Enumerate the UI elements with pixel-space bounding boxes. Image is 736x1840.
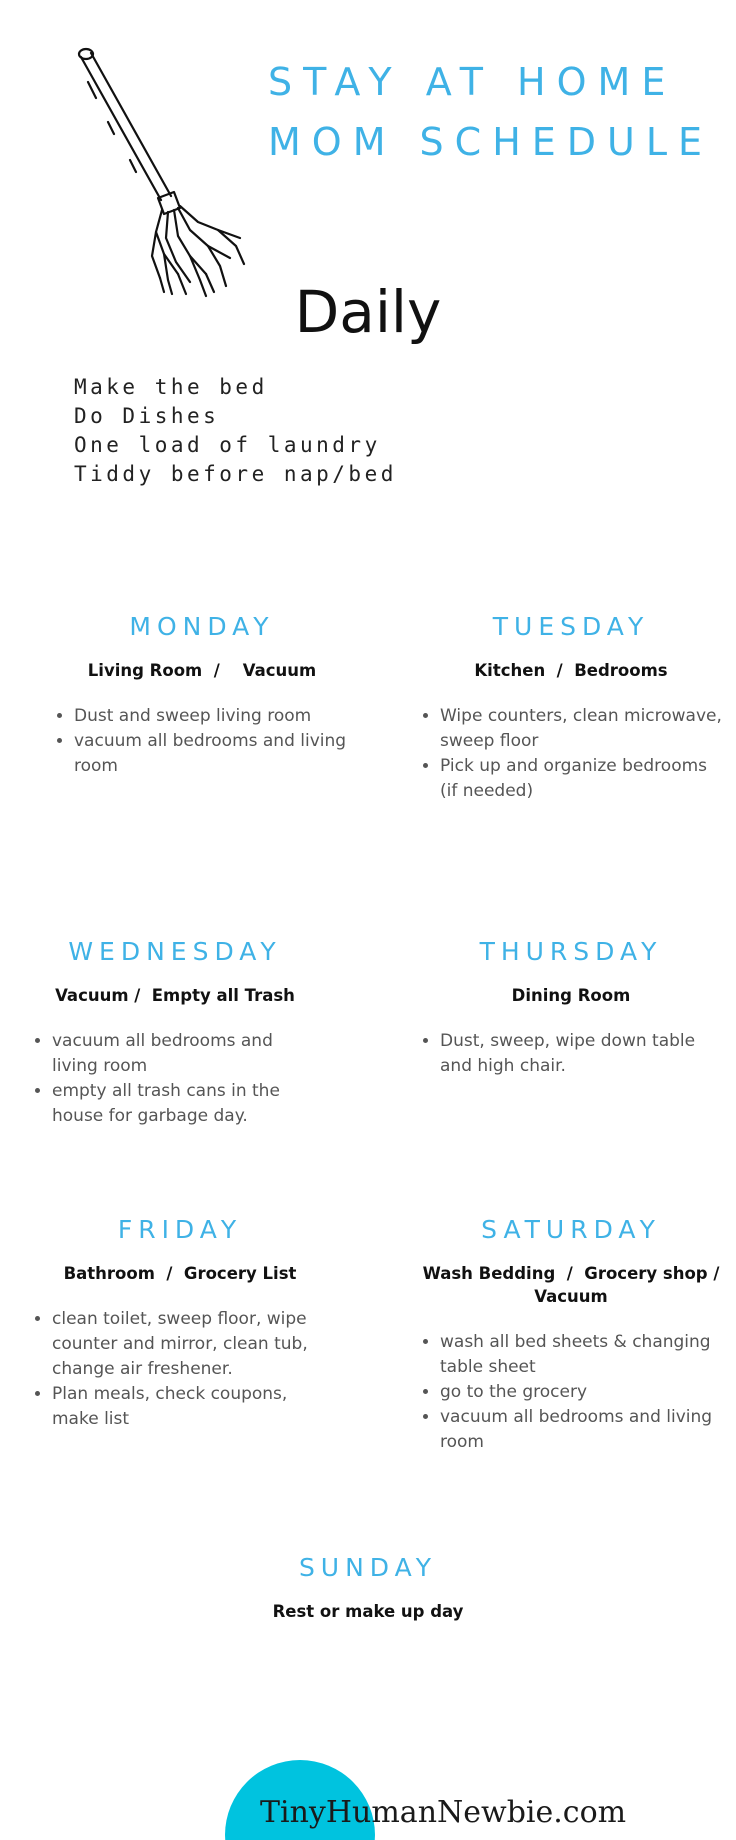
daily-task: One load of laundry (74, 433, 381, 457)
task-item: • Dust, sweep, wipe down table and high chair. (440, 1029, 724, 1079)
day-name: TUESDAY (492, 612, 650, 641)
task-item: • vacuum all bedrooms and living room (440, 1405, 724, 1455)
site-logo[interactable]: TinyHumanNewbie.com (260, 1795, 627, 1830)
day-focus: Living Room / Vacuum (87, 661, 317, 680)
day-friday (30, 1215, 330, 1432)
day-task-list (30, 1307, 330, 1432)
day-name: FRIDAY (117, 1215, 243, 1244)
day-saturday (418, 1215, 724, 1455)
day-focus: Wash Bedding / Grocery shop / Vacuum (422, 1264, 726, 1306)
task-item: • clean toilet, sweep floor, wipe counter and mirror, clean tub, change air freshener. (52, 1307, 330, 1382)
day-task-list (418, 1029, 724, 1079)
task-item: • Dust and sweep living room (74, 704, 352, 729)
task-item: • vacuum all bedrooms and living room (74, 729, 352, 779)
day-name: SATURDAY (481, 1215, 661, 1244)
day-task-list (418, 1330, 724, 1455)
broom-icon (60, 42, 250, 304)
day-task-list (30, 1029, 320, 1129)
day-focus: Vacuum / Empty all Trash (55, 986, 295, 1005)
day-tuesday (418, 612, 724, 804)
title-line-2: MOM SCHEDULE (268, 120, 714, 164)
day-name: MONDAY (129, 612, 275, 641)
daily-task-list (74, 373, 397, 489)
day-monday (52, 612, 352, 779)
day-thursday (418, 937, 724, 1079)
daily-task: Make the bed (74, 375, 268, 399)
title-line-1: STAY AT HOME (268, 60, 677, 104)
day-name: THURSDAY (479, 937, 663, 966)
task-item: • Pick up and organize bedrooms (if needed) (440, 754, 724, 804)
day-focus: Dining Room (511, 986, 631, 1005)
task-item: • vacuum all bedrooms and living room (52, 1029, 320, 1079)
day-name: WEDNESDAY (68, 937, 282, 966)
task-item: • Wipe counters, clean microwave, sweep floor (440, 704, 724, 754)
daily-task: Do Dishes (74, 404, 220, 428)
daily-heading: Daily (294, 278, 442, 346)
day-task-list (52, 704, 352, 779)
day-focus: Bathroom / Grocery List (63, 1264, 297, 1283)
task-item: • go to the grocery (440, 1380, 724, 1405)
task-item: • wash all bed sheets & changing table sheet (440, 1330, 724, 1380)
daily-task: Tiddy before nap/bed (74, 462, 397, 486)
day-task-list (418, 704, 724, 804)
page-title (268, 52, 714, 172)
task-item: • Plan meals, check coupons, make list (52, 1382, 330, 1432)
day-focus: Kitchen / Bedrooms (474, 661, 668, 680)
day-focus: Rest or make up day (272, 1602, 464, 1621)
day-name: SUNDAY (298, 1553, 438, 1582)
task-item: • empty all trash cans in the house for garbage day. (52, 1079, 320, 1129)
day-wednesday (30, 937, 320, 1129)
day-sunday (218, 1553, 518, 1623)
